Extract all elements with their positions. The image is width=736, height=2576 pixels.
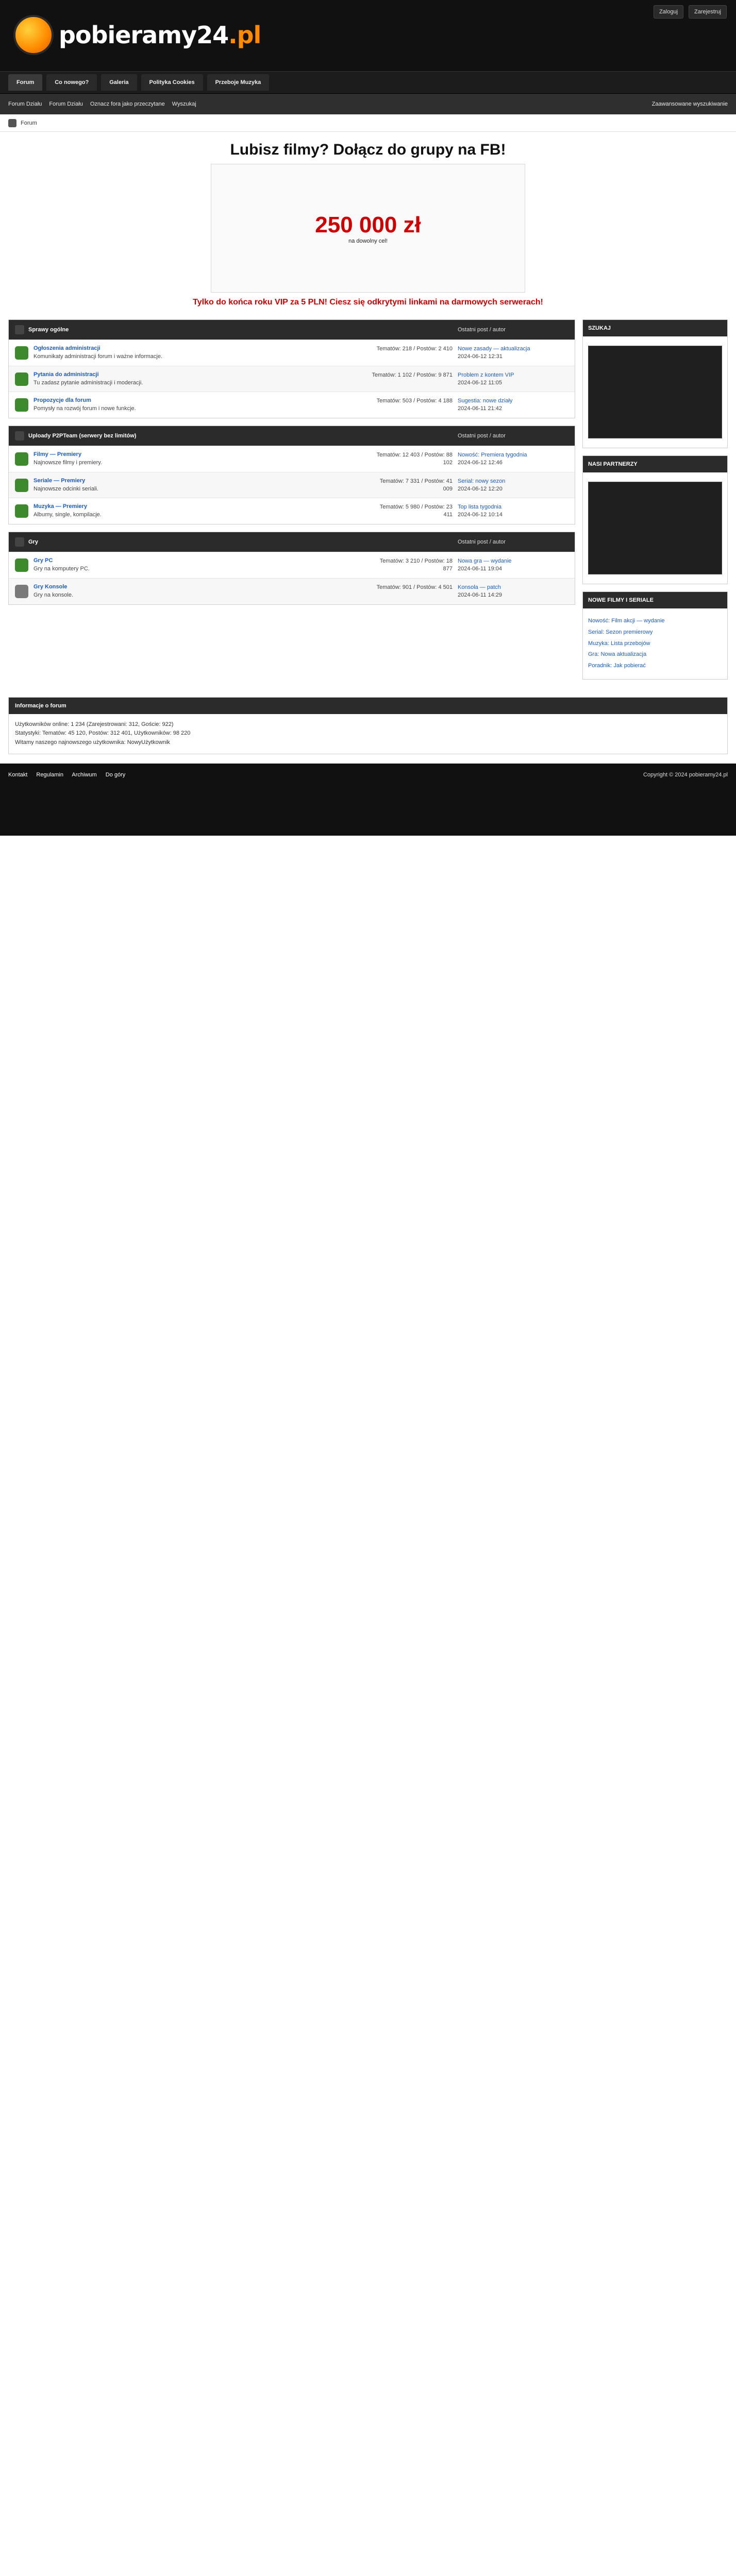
forum-last-post bbox=[458, 503, 568, 519]
footer-link-top[interactable]: Do góry bbox=[105, 771, 126, 778]
forum-last-post bbox=[458, 451, 568, 467]
last-post-meta: 2024-06-12 12:46 bbox=[458, 459, 503, 466]
sidebar-box-title: SZUKAJ bbox=[583, 320, 727, 336]
forum-title-link[interactable]: Gry Konsole bbox=[34, 583, 68, 590]
forum-status-icon bbox=[15, 558, 28, 572]
breadcrumb-current: Forum bbox=[21, 120, 37, 126]
subnav-link-3[interactable]: Oznacz fora jako przeczytane bbox=[90, 101, 165, 107]
forum-title-link[interactable]: Pytania do administracji bbox=[34, 371, 99, 378]
last-post-meta: 2024-06-11 14:29 bbox=[458, 591, 503, 598]
forum-description: Tu zadasz pytanie administracji i moderacji. bbox=[34, 379, 143, 386]
forum-stats: Tematów: 218 / Postów: 2 410 bbox=[376, 346, 453, 352]
forum-stats: Tematów: 503 / Postów: 4 188 bbox=[376, 398, 453, 404]
category-header bbox=[9, 532, 575, 552]
forum-info bbox=[8, 697, 728, 754]
last-post-link[interactable]: Top lista tygodnia bbox=[458, 504, 501, 511]
forum-main bbox=[34, 397, 365, 413]
forum-description: Komunikaty administracji forum i ważne informacje. bbox=[34, 353, 163, 360]
forum-status-icon bbox=[15, 346, 28, 360]
forum-last-post bbox=[458, 584, 568, 599]
sidebar-box-body bbox=[583, 472, 727, 584]
page bbox=[0, 0, 736, 836]
tab-gallery[interactable]: Galeria bbox=[101, 74, 137, 91]
logo-text bbox=[59, 21, 261, 49]
forum-main bbox=[34, 371, 365, 387]
forum-info-line: Użytkowników online: 1 234 (Zarejestrowani: 312, Goście: 922) bbox=[15, 721, 174, 727]
last-post-link[interactable]: Nowa gra — wydanie bbox=[458, 558, 512, 565]
forum-status-icon bbox=[15, 372, 28, 386]
site-header bbox=[0, 0, 736, 71]
top-actions bbox=[654, 5, 727, 19]
tab-forum[interactable]: Forum bbox=[8, 74, 42, 91]
last-post-meta: 2024-06-11 19:04 bbox=[458, 565, 503, 572]
forum-main bbox=[34, 451, 365, 467]
sidebar-box-new bbox=[582, 591, 728, 680]
forum-row bbox=[9, 472, 575, 498]
register-button[interactable]: Zarejestruj bbox=[689, 5, 727, 19]
promo-vip-text: Tylko do końca roku VIP za 5 PLN! Ciesz się odkrytymi linkami na darmowych serwerach! bbox=[193, 298, 543, 307]
collapse-icon[interactable] bbox=[15, 325, 24, 334]
forum-status-icon bbox=[15, 504, 28, 518]
category-title: Uploady P2PTeam (serwery bez limitów) bbox=[28, 433, 137, 439]
forum-status-icon bbox=[15, 479, 28, 492]
sidebar-box-partners bbox=[582, 455, 728, 584]
forum-stats: Tematów: 5 980 / Postów: 23 411 bbox=[379, 504, 453, 518]
promo-banner[interactable] bbox=[211, 164, 525, 293]
forum-stats: Tematów: 3 210 / Postów: 18 877 bbox=[379, 558, 453, 572]
forum-description: Najnowsze filmy i premiery. bbox=[34, 460, 103, 466]
forum-title-link[interactable]: Gry PC bbox=[34, 557, 53, 564]
forum-row bbox=[9, 392, 575, 418]
last-post-link[interactable]: Konsola — patch bbox=[458, 584, 501, 590]
category-title: Gry bbox=[28, 539, 38, 546]
forum-row bbox=[9, 340, 575, 366]
last-post-meta: 2024-06-11 21:42 bbox=[458, 405, 503, 412]
forum-row bbox=[9, 498, 575, 524]
forum-description: Pomysły na rozwój forum i nowe funkcje. bbox=[34, 405, 136, 412]
sidebar-box-title: NOWE FILMY I SERIALE bbox=[583, 592, 727, 608]
footer-links bbox=[8, 772, 132, 778]
forum-last-post bbox=[458, 397, 568, 413]
forum-title-link[interactable]: Propozycje dla forum bbox=[34, 397, 91, 404]
last-post-meta: 2024-06-12 11:05 bbox=[458, 379, 503, 386]
last-post-link[interactable]: Nowe zasady — aktualizacja bbox=[458, 346, 530, 352]
advanced-search-link[interactable]: Zaawansowane wyszukiwanie bbox=[651, 101, 728, 107]
collapse-icon[interactable] bbox=[15, 537, 24, 547]
forum-title-link[interactable]: Filmy — Premiery bbox=[34, 451, 81, 458]
forum-main bbox=[34, 345, 365, 361]
sidebar-thumbnail[interactable] bbox=[588, 482, 722, 574]
subnav-link-1[interactable]: Forum Działu bbox=[8, 101, 42, 107]
subnav-link-4[interactable]: Wyszukaj bbox=[172, 101, 196, 107]
forum-main bbox=[34, 557, 365, 573]
tab-whats-new[interactable]: Co nowego? bbox=[46, 74, 97, 91]
collapse-icon[interactable] bbox=[15, 431, 24, 440]
forum-main bbox=[34, 503, 365, 519]
forum-status-icon bbox=[15, 585, 28, 598]
last-post-link[interactable]: Serial: nowy sezon bbox=[458, 478, 506, 484]
sidebar-link[interactable]: Gra: Nowa aktualizacja bbox=[588, 651, 647, 658]
last-post-meta: 2024-06-12 10:14 bbox=[458, 512, 503, 518]
forum-category bbox=[8, 426, 575, 524]
category-header bbox=[9, 320, 575, 340]
forum-stats: Tematów: 1 102 / Postów: 9 871 bbox=[372, 371, 453, 378]
logo-mark-icon bbox=[13, 15, 54, 55]
promo-section bbox=[0, 132, 736, 312]
last-post-meta: 2024-06-12 12:20 bbox=[458, 485, 503, 492]
forum-row bbox=[9, 366, 575, 392]
sidebar-box-body bbox=[583, 336, 727, 448]
sidebar-box-title: NASI PARTNERZY bbox=[583, 456, 727, 472]
forum-status-icon bbox=[15, 398, 28, 412]
category-header bbox=[9, 426, 575, 446]
category-title: Sprawy ogólne bbox=[28, 327, 69, 333]
logo-text-tld: .pl bbox=[228, 21, 261, 49]
breadcrumb bbox=[0, 114, 736, 132]
forum-stats: Tematów: 7 331 / Postów: 41 009 bbox=[379, 478, 453, 492]
sidebar-link[interactable]: Serial: Sezon premierowy bbox=[588, 629, 653, 635]
forum-title-link[interactable]: Seriale — Premiery bbox=[34, 477, 86, 484]
main-nav bbox=[0, 71, 736, 94]
sub-nav bbox=[0, 94, 736, 114]
forum-content bbox=[8, 312, 575, 680]
footer-link-archive[interactable]: Archiwum bbox=[72, 771, 97, 778]
category-col-label: Ostatni post / autor bbox=[458, 433, 506, 439]
forum-description: Gry na komputery PC. bbox=[34, 566, 90, 572]
forum-info-line: Statystyki: Tematów: 45 120, Postów: 312 401, Użytkowników: 98 220 bbox=[15, 730, 191, 737]
sidebar bbox=[582, 312, 728, 680]
forum-description: Albumy, single, kompilacje. bbox=[34, 512, 102, 518]
site-logo[interactable] bbox=[13, 10, 261, 59]
forum-row bbox=[9, 446, 575, 472]
last-post-link[interactable]: Nowość: Premiera tygodnia bbox=[458, 452, 527, 459]
forum-stats: Tematów: 901 / Postów: 4 501 bbox=[376, 584, 453, 590]
last-post-meta: 2024-06-12 12:31 bbox=[458, 353, 503, 360]
forum-status-icon bbox=[15, 452, 28, 466]
sidebar-box-body bbox=[583, 608, 727, 679]
home-icon[interactable] bbox=[8, 119, 16, 127]
last-post-link[interactable]: Sugestia: nowe działy bbox=[458, 398, 513, 404]
sidebar-link[interactable]: Poradnik: Jak pobierać bbox=[588, 663, 646, 669]
main-layout bbox=[0, 312, 736, 688]
footer-copyright: Copyright © 2024 pobieramy24.pl bbox=[643, 771, 728, 778]
forum-stats: Tematów: 12 403 / Postów: 88 102 bbox=[376, 452, 453, 466]
forum-main bbox=[34, 584, 365, 599]
tab-cookies[interactable]: Polityka Cookies bbox=[141, 74, 203, 91]
forum-last-post bbox=[458, 371, 568, 387]
sidebar-link[interactable]: Nowość: Film akcji — wydanie bbox=[588, 618, 665, 624]
category-header-left bbox=[15, 325, 69, 334]
forum-last-post bbox=[458, 345, 568, 361]
promo-title: Lubisz filmy? Dołącz do grupy na FB! bbox=[230, 141, 506, 158]
forum-info-body bbox=[9, 714, 727, 754]
promo-banner-subtext: na dowolny cel! bbox=[348, 238, 388, 244]
forum-title-link[interactable]: Muzyka — Premiery bbox=[34, 503, 87, 510]
category-col-label: Ostatni post / autor bbox=[458, 327, 506, 333]
last-post-link[interactable]: Problem z kontem VIP bbox=[458, 371, 514, 378]
category-header-left bbox=[15, 537, 38, 547]
forum-row bbox=[9, 552, 575, 578]
forum-description: Najnowsze odcinki seriali. bbox=[34, 485, 98, 492]
login-button[interactable]: Zaloguj bbox=[654, 5, 683, 19]
forum-category bbox=[8, 319, 575, 418]
forum-row bbox=[9, 578, 575, 604]
site-footer bbox=[0, 764, 736, 836]
footer-link-contact[interactable]: Kontakt bbox=[8, 771, 28, 778]
forum-last-post bbox=[458, 557, 568, 573]
footer-link-rules[interactable]: Regulamin bbox=[36, 771, 63, 778]
forum-last-post bbox=[458, 478, 568, 493]
subnav-link-2[interactable]: Forum Działu bbox=[49, 101, 83, 107]
sidebar-link[interactable]: Muzyka: Lista przebojów bbox=[588, 640, 650, 647]
category-header-left bbox=[15, 431, 136, 440]
sidebar-thumbnail[interactable] bbox=[588, 346, 722, 438]
forum-info-title: Informacje o forum bbox=[9, 698, 727, 714]
sidebar-box-search bbox=[582, 319, 728, 448]
forum-description: Gry na konsole. bbox=[34, 591, 74, 598]
forum-category bbox=[8, 532, 575, 604]
promo-banner-amount: 250 000 zł bbox=[315, 212, 421, 238]
footer-row bbox=[8, 772, 728, 778]
tab-music-hits[interactable]: Przeboje Muzyka bbox=[207, 74, 270, 91]
forum-title-link[interactable]: Ogłoszenia administracji bbox=[34, 345, 101, 351]
logo-text-main: pobieramy24 bbox=[59, 21, 229, 49]
category-col-label: Ostatni post / autor bbox=[458, 539, 506, 546]
forum-info-line: Witamy naszego najnowszego użytkownika: NowyUżytkownik bbox=[15, 739, 170, 745]
forum-main bbox=[34, 478, 365, 493]
